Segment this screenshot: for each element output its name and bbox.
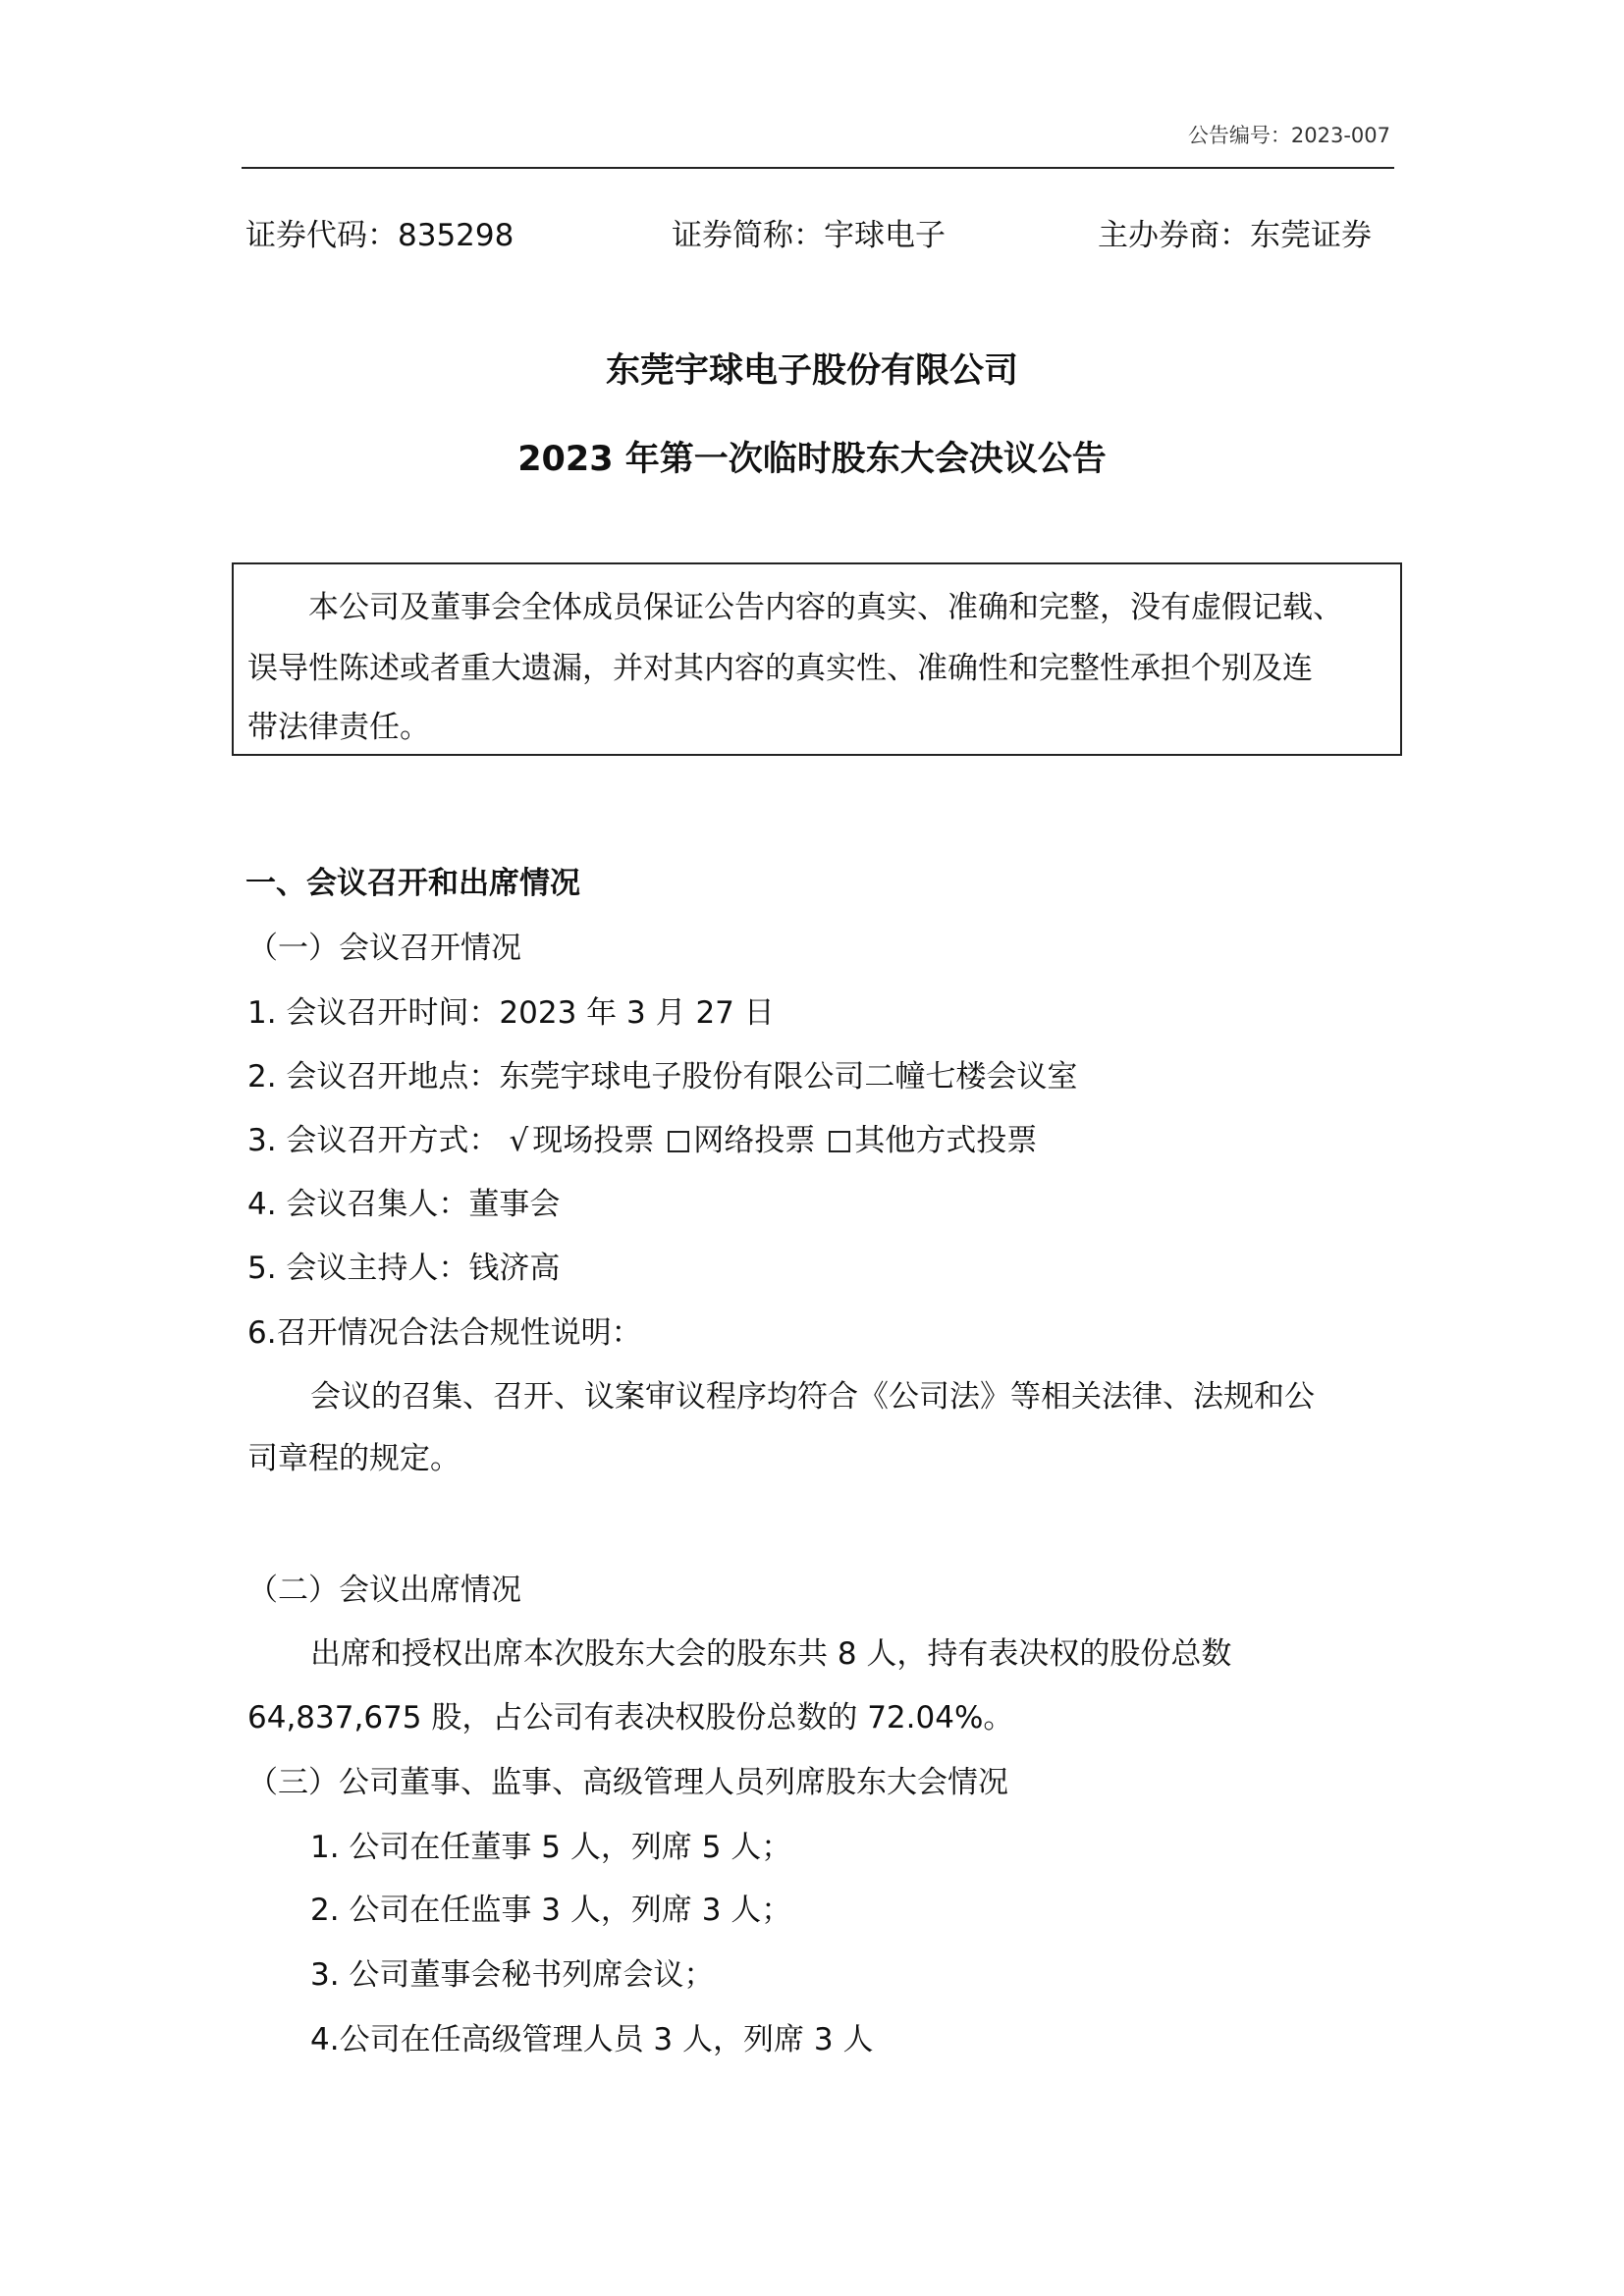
attendance-text: 64,837,675 股，占公司有表决权股份总数的 72.04%。 [247, 1700, 1014, 1735]
subsection-heading: （一）会议召开情况 [247, 931, 521, 966]
legality-heading: 6.召开情况合法合规性说明： [247, 1315, 642, 1351]
method-option-online: 网络投票 [693, 1123, 816, 1158]
legality-text: 司章程的规定。 [247, 1441, 460, 1476]
method-option-onsite: 现场投票 [532, 1123, 655, 1158]
company-title: 东莞宇球电子股份有限公司 [605, 351, 1018, 391]
header-divider [242, 167, 1394, 169]
list-item: 4.公司在任高级管理人员 3 人，列席 3 人 [310, 2022, 874, 2057]
meeting-time: 1. 会议召开时间：2023 年 3 月 27 日 [247, 995, 775, 1031]
list-item: 1. 公司在任董事 5 人，列席 5 人； [310, 1830, 792, 1865]
meeting-location: 2. 会议召开地点：东莞宇球电子股份有限公司二幢七楼会议室 [247, 1059, 1078, 1095]
security-abbreviation: 证券简称：宇球电子 [672, 218, 946, 253]
security-code: 证券代码：835298 [245, 218, 514, 253]
announcement-title: 2023 年第一次临时股东大会决议公告 [517, 440, 1107, 479]
disclaimer-line: 本公司及董事会全体成员保证公告内容的真实、准确和完整，没有虚假记载、 [308, 590, 1343, 625]
list-item: 2. 公司在任监事 3 人，列席 3 人； [310, 1893, 792, 1928]
subsection-heading: （三）公司董事、监事、高级管理人员列席股东大会情况 [247, 1765, 1008, 1800]
disclaimer-box [232, 562, 1402, 756]
disclaimer-line: 误导性陈述或者重大遗漏，并对其内容的真实性、准确性和完整性承担个别及连 [247, 651, 1313, 686]
disclaimer-line: 带法律责任。 [247, 710, 430, 745]
meeting-method [247, 1115, 1037, 1159]
legality-text: 会议的召集、召开、议案审议程序均符合《公司法》等相关法律、法规和公 [310, 1379, 1315, 1415]
notice-number: 公告编号：2023-007 [1187, 124, 1390, 147]
attendance-text: 出席和授权出席本次股东大会的股东共 8 人，持有表决权的股份总数 [310, 1636, 1232, 1672]
checkbox-icon [829, 1131, 850, 1152]
meeting-convener: 4. 会议召集人：董事会 [247, 1187, 561, 1222]
checkbox-icon [668, 1131, 689, 1152]
checkmark-icon: √ [509, 1123, 529, 1158]
list-item: 3. 公司董事会秘书列席会议； [310, 1957, 715, 1993]
meeting-host: 5. 会议主持人：钱济高 [247, 1251, 561, 1286]
subsection-heading: （二）会议出席情况 [247, 1573, 521, 1608]
method-option-other: 其他方式投票 [854, 1123, 1038, 1158]
section-heading: 一、会议召开和出席情况 [245, 866, 580, 901]
meeting-method-label: 3. 会议召开方式： [247, 1123, 500, 1158]
sponsor-broker: 主办券商：东莞证券 [1098, 218, 1372, 253]
